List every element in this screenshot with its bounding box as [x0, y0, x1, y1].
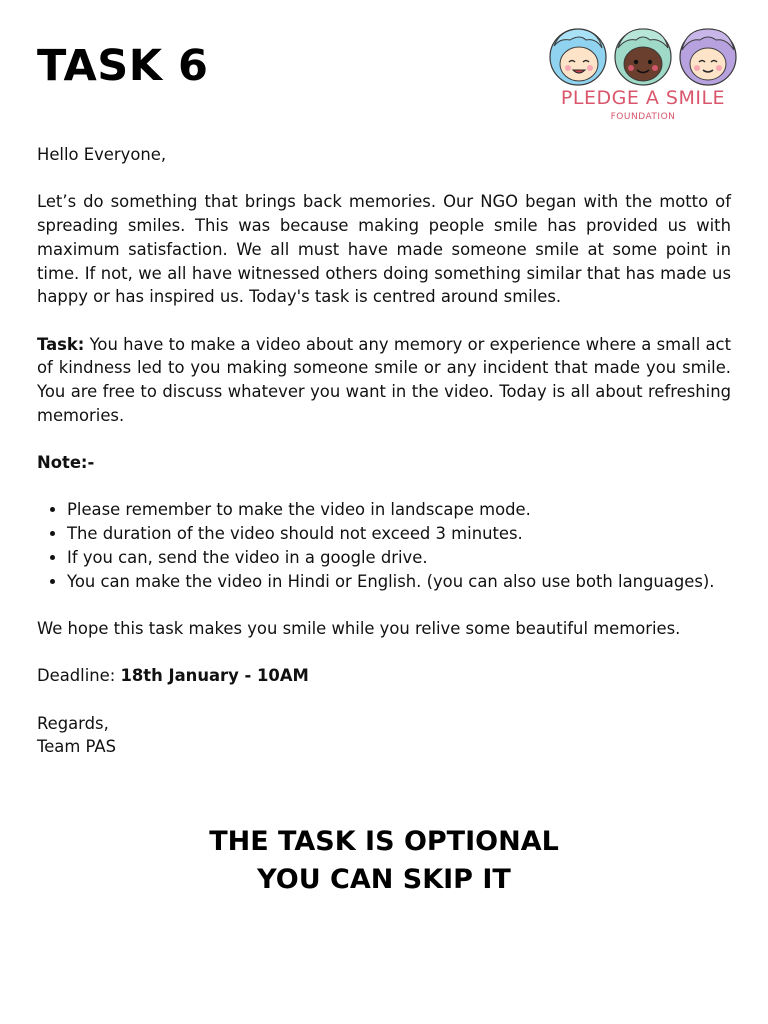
- logo-faces-icon: [540, 24, 746, 86]
- list-item: • If you can, send the video in a google drive.: [67, 546, 731, 570]
- task-paragraph: [37, 333, 731, 428]
- signature: Team PAS: [37, 737, 116, 757]
- letter-body: [37, 143, 731, 759]
- deadline-value: 18th January - 10AM: [120, 666, 309, 686]
- list-item: • The duration of the video should not exceed 3 minutes.: [67, 522, 731, 546]
- list-item: • Please remember to make the video in landscape mode.: [67, 498, 731, 522]
- list-item: • You can make the video in Hindi or English. (you can also use both languages).: [67, 570, 731, 594]
- notes-list: [37, 498, 731, 593]
- task-label: Task:: [37, 334, 85, 354]
- deadline-label: Deadline:: [37, 666, 121, 686]
- regards: Regards,: [37, 713, 109, 733]
- task-text: You have to make a video about any memory or experience where a small act of kindness led to you making someone smile or any incident that made you smile. You are free to discuss whatever you want in the video. Today is all about refreshing memories.: [37, 334, 731, 425]
- face-right-icon: [680, 29, 736, 85]
- skip-line: YOU CAN SKIP IT: [257, 864, 511, 895]
- optional-notice: [0, 823, 768, 899]
- face-left-icon: [550, 29, 606, 85]
- deadline: [37, 664, 731, 688]
- face-middle-icon: [615, 29, 671, 85]
- pledge-a-smile-logo: [540, 24, 746, 128]
- sign-off: [37, 712, 731, 759]
- optional-line: THE TASK IS OPTIONAL: [209, 826, 559, 857]
- note-label: Note:-: [37, 453, 95, 473]
- page-title: TASK 6: [37, 41, 209, 91]
- hope-paragraph: We hope this task makes you smile while you relive some beautiful memories.: [37, 618, 681, 638]
- logo-subtitle: FOUNDATION: [610, 112, 676, 122]
- greeting: Hello Everyone,: [37, 145, 167, 164]
- logo-name: PLEDGE A SMILE: [560, 87, 726, 109]
- intro-paragraph: Let’s do something that brings back memories. Our NGO began with the motto of spreading smiles. This was because making people smile has provided us with maximum satisfaction. We all must have made someone smile at some point in time. If not, we all have witnessed others doing something similar that has made us happy or has inspired us. Today's task is centred around smiles.: [37, 192, 731, 307]
